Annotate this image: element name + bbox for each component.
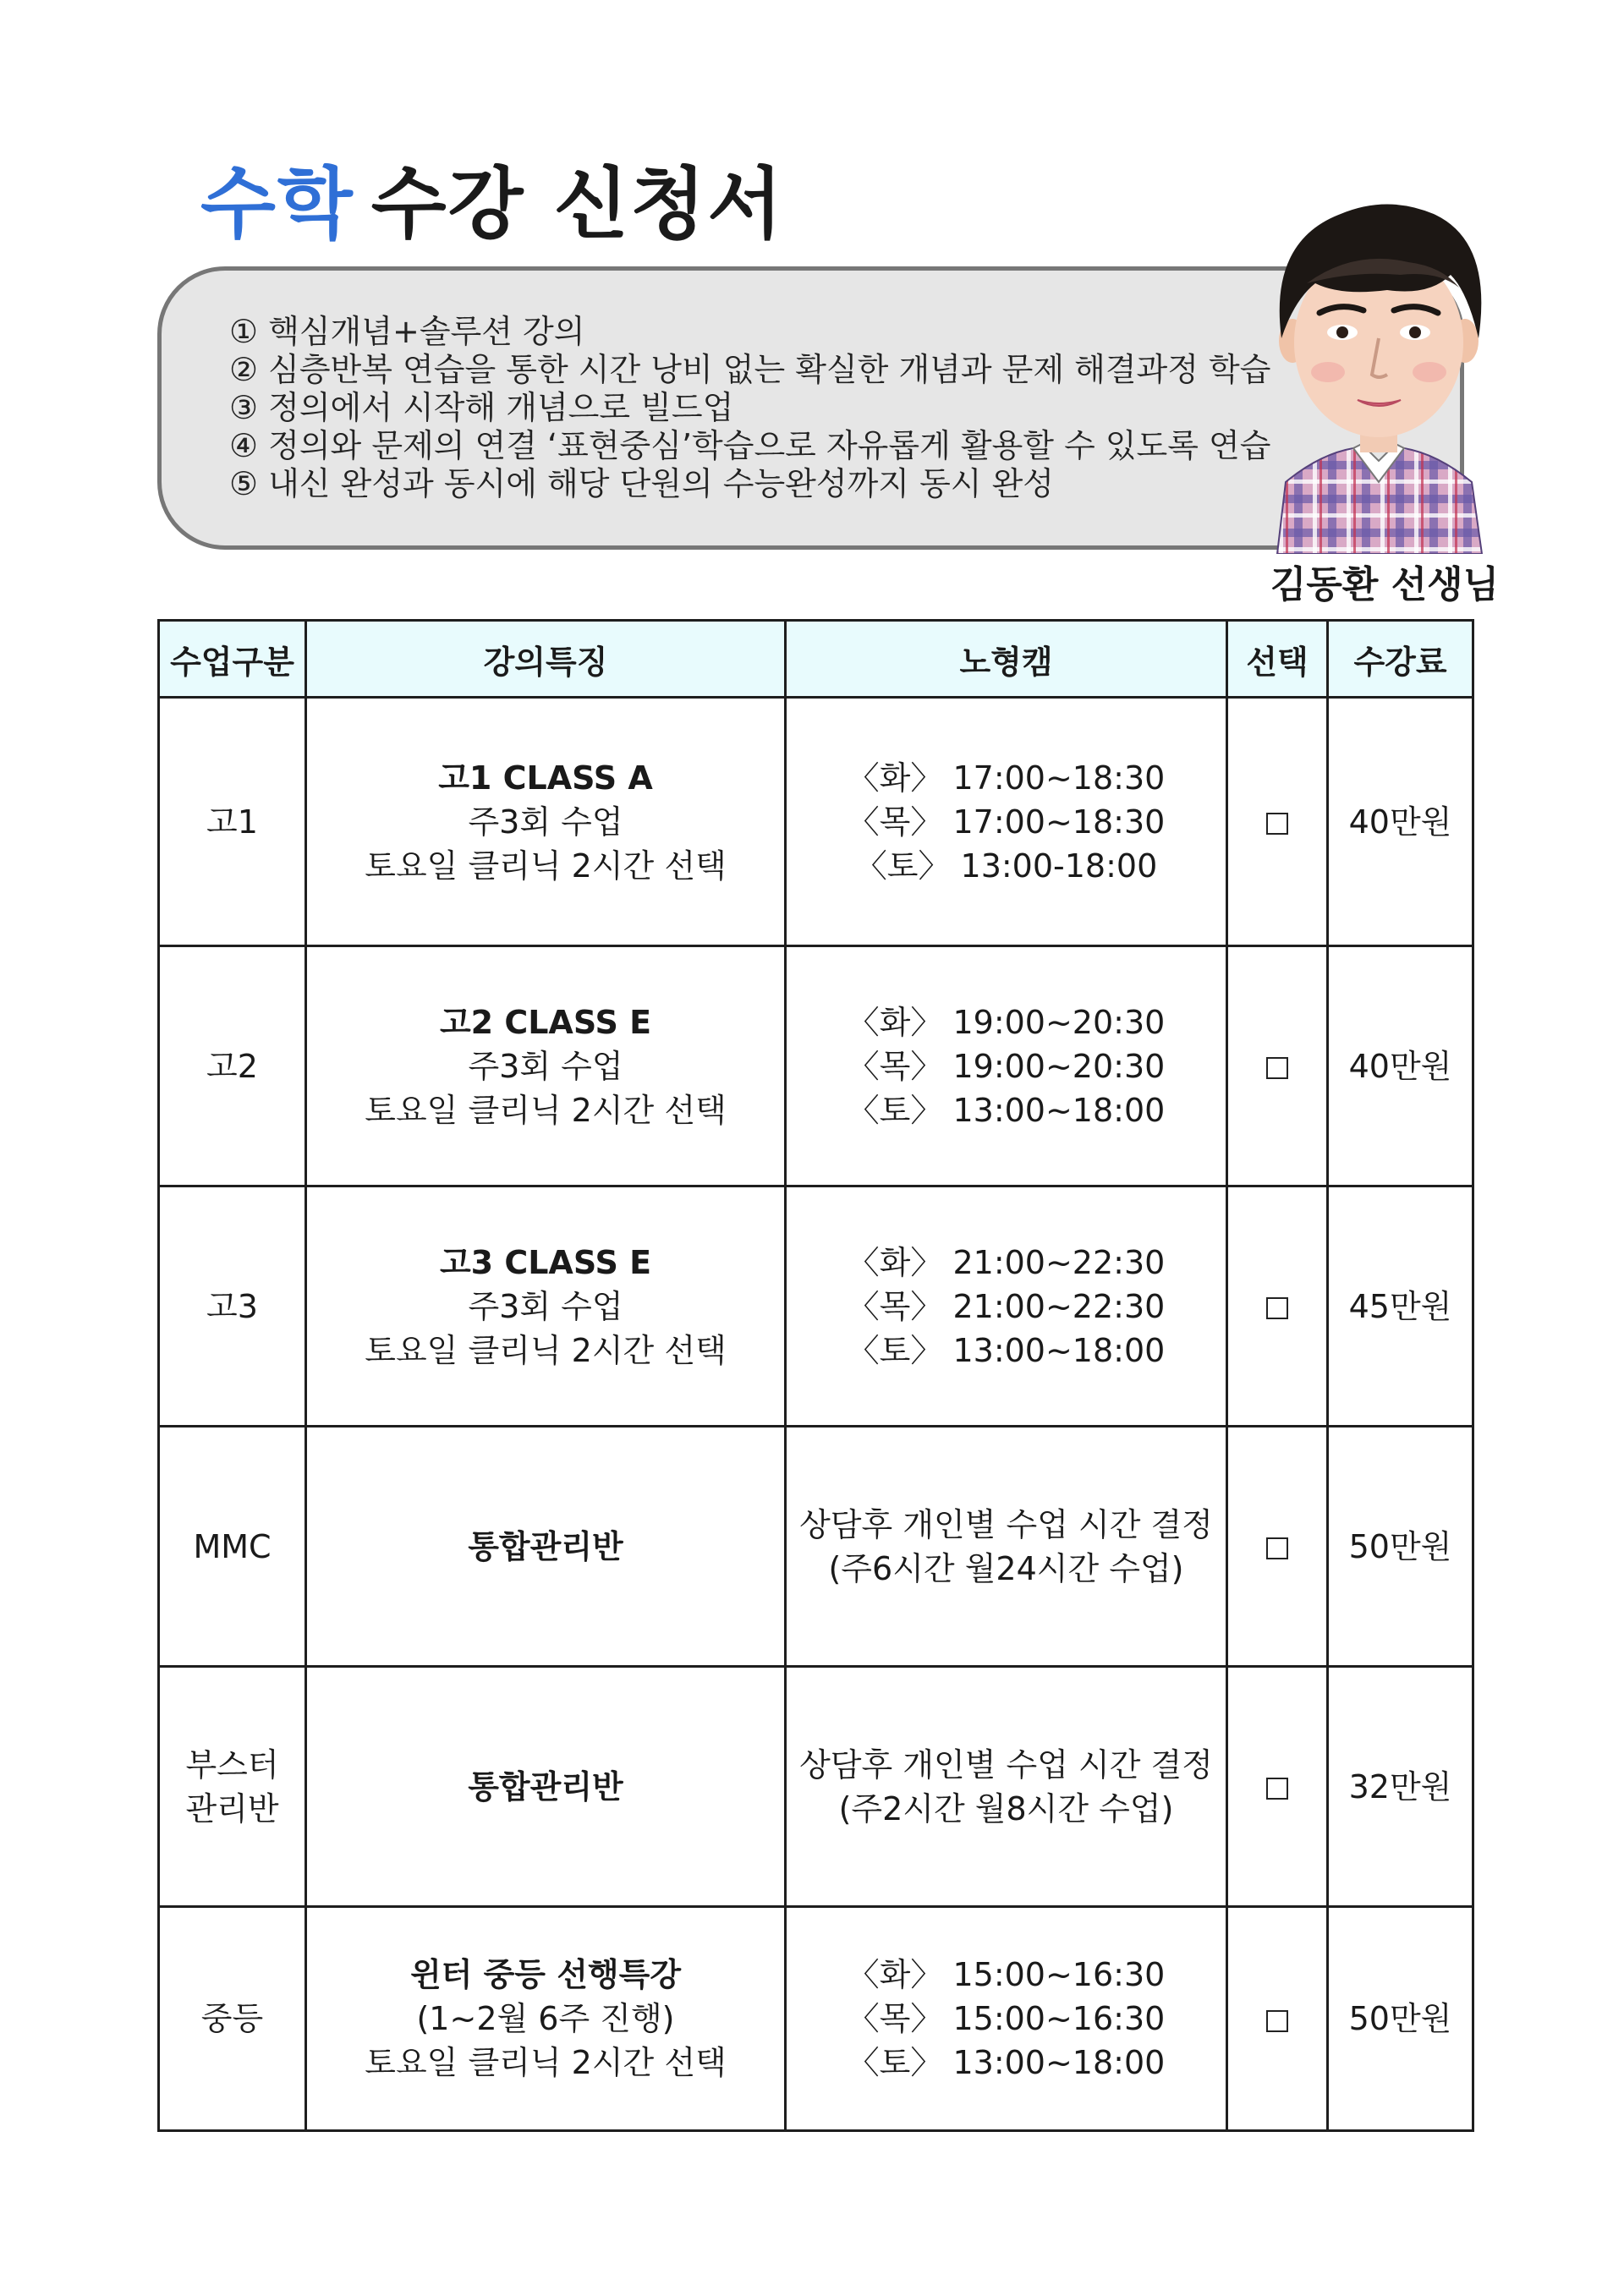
feature-line: 토요일 클리닉 2시간 선택	[365, 2044, 727, 2081]
schedule-cell	[786, 1427, 1227, 1667]
schedule-cell	[786, 1667, 1227, 1907]
select-cell	[1227, 1427, 1328, 1667]
schedule-cell	[786, 1186, 1227, 1427]
intro-item: ⑤ 내신 완성과 동시에 해당 단원의 수능완성까지 동시 완성	[229, 465, 1054, 502]
table-header-row	[159, 621, 1473, 698]
schedule-line: 〈화〉 15:00~16:30	[847, 1956, 1166, 1993]
category-text: 중등	[200, 2000, 264, 2037]
category-text: 부스터	[185, 1745, 279, 1784]
empty-checkbox-icon[interactable]	[1266, 1057, 1288, 1079]
category-text: MMC	[193, 1527, 272, 1565]
title-accent: 수학	[200, 159, 354, 249]
intro-item: ① 핵심개념+솔루션 강의	[229, 313, 585, 350]
intro-list	[229, 313, 1270, 503]
feature-cell	[306, 1427, 786, 1667]
schedule-line: 상담후 개인별 수업 시간 결정	[799, 1745, 1213, 1784]
feature-cell	[306, 946, 786, 1186]
fee-cell: 40만원	[1328, 698, 1473, 946]
feature-line: 주3회 수업	[468, 1287, 623, 1325]
table-row	[159, 1427, 1473, 1667]
header-select: 선택	[1227, 621, 1328, 698]
schedule-cell	[786, 1907, 1227, 2131]
fee-cell: 40만원	[1328, 946, 1473, 1186]
schedule-line: 〈목〉 15:00~16:30	[847, 2000, 1166, 2037]
schedule-cell	[786, 946, 1227, 1186]
category-cell	[159, 946, 306, 1186]
schedule-line: 〈목〉 21:00~22:30	[847, 1287, 1166, 1325]
schedule-line: (주6시간 월24시간 수업)	[828, 1549, 1184, 1587]
schedule-line: 〈화〉 17:00~18:30	[847, 759, 1166, 797]
fee-cell: 50만원	[1328, 1427, 1473, 1667]
page-title	[200, 142, 784, 254]
header-fee: 수강료	[1328, 621, 1473, 698]
feature-cell	[306, 698, 786, 946]
feature-line: 토요일 클리닉 2시간 선택	[365, 1091, 727, 1129]
feature-line: 토요일 클리닉 2시간 선택	[365, 1331, 727, 1369]
empty-checkbox-icon[interactable]	[1266, 1778, 1288, 1800]
feature-line: 주3회 수업	[468, 803, 623, 841]
feature-cell	[306, 1667, 786, 1907]
category-cell	[159, 1667, 306, 1907]
course-table	[157, 619, 1474, 2132]
select-cell	[1227, 698, 1328, 946]
schedule-line: 〈토〉 13:00~18:00	[847, 1331, 1166, 1369]
feature-line: (1~2월 6주 진행)	[416, 2000, 675, 2037]
category-cell	[159, 1186, 306, 1427]
schedule-line: 〈목〉 19:00~20:30	[847, 1047, 1166, 1085]
title-rest: 수강 신청서	[370, 159, 785, 249]
feature-line: 주3회 수업	[468, 1047, 623, 1085]
category-cell	[159, 698, 306, 946]
teacher-portrait-icon	[1260, 190, 1497, 554]
feature-title: 고3 CLASS E	[439, 1243, 652, 1281]
feature-line: 토요일 클리닉 2시간 선택	[365, 847, 727, 885]
category-cell	[159, 1907, 306, 2131]
feature-title: 윈터 중등 선행특강	[409, 1956, 682, 1993]
table-row	[159, 1186, 1473, 1427]
category-text: 관리반	[185, 1789, 279, 1827]
select-cell	[1227, 946, 1328, 1186]
select-cell	[1227, 1186, 1328, 1427]
intro-item: ④ 정의와 문제의 연결 ‘표현중심’학습으로 자유롭게 활용할 수 있도록 연습	[229, 427, 1271, 464]
schedule-line: 〈목〉 17:00~18:30	[847, 803, 1166, 841]
intro-item: ② 심층반복 연습을 통한 시간 낭비 없는 확실한 개념과 문제 해결과정 학습	[229, 351, 1271, 388]
table-row	[159, 946, 1473, 1186]
schedule-line: 〈화〉 21:00~22:30	[847, 1243, 1166, 1281]
feature-title: 고1 CLASS A	[438, 759, 653, 797]
feature-title: 통합관리반	[468, 1767, 623, 1806]
table-row	[159, 1667, 1473, 1907]
empty-checkbox-icon[interactable]	[1266, 2010, 1288, 2032]
empty-checkbox-icon[interactable]	[1266, 1537, 1288, 1559]
select-cell	[1227, 1667, 1328, 1907]
fee-cell: 45만원	[1328, 1186, 1473, 1427]
teacher-name: 김동환 선생님	[1270, 563, 1500, 606]
table-row	[159, 1907, 1473, 2131]
category-cell	[159, 1427, 306, 1667]
schedule-line: 〈토〉 13:00-18:00	[854, 847, 1158, 885]
fee-cell: 32만원	[1328, 1667, 1473, 1907]
select-cell	[1227, 1907, 1328, 2131]
feature-title: 고2 CLASS E	[439, 1003, 652, 1041]
category-text: 고1	[206, 803, 258, 841]
header-schedule: 노형캠	[786, 621, 1227, 698]
empty-checkbox-icon[interactable]	[1266, 1297, 1288, 1319]
schedule-line: 상담후 개인별 수업 시간 결정	[799, 1505, 1213, 1543]
feature-cell	[306, 1907, 786, 2131]
category-text: 고3	[206, 1287, 258, 1325]
empty-checkbox-icon[interactable]	[1266, 813, 1288, 835]
intro-item: ③ 정의에서 시작해 개념으로 빌드업	[229, 389, 734, 426]
schedule-line: (주2시간 월8시간 수업)	[838, 1789, 1174, 1827]
schedule-line: 〈화〉 19:00~20:30	[847, 1003, 1166, 1041]
category-text: 고2	[206, 1047, 258, 1085]
header-category: 수업구분	[159, 621, 306, 698]
fee-cell: 50만원	[1328, 1907, 1473, 2131]
feature-title: 통합관리반	[468, 1527, 623, 1565]
schedule-line: 〈토〉 13:00~18:00	[847, 2044, 1166, 2081]
schedule-line: 〈토〉 13:00~18:00	[847, 1091, 1166, 1129]
table-row	[159, 698, 1473, 946]
schedule-cell	[786, 698, 1227, 946]
feature-cell	[306, 1186, 786, 1427]
header-feature: 강의특징	[306, 621, 786, 698]
